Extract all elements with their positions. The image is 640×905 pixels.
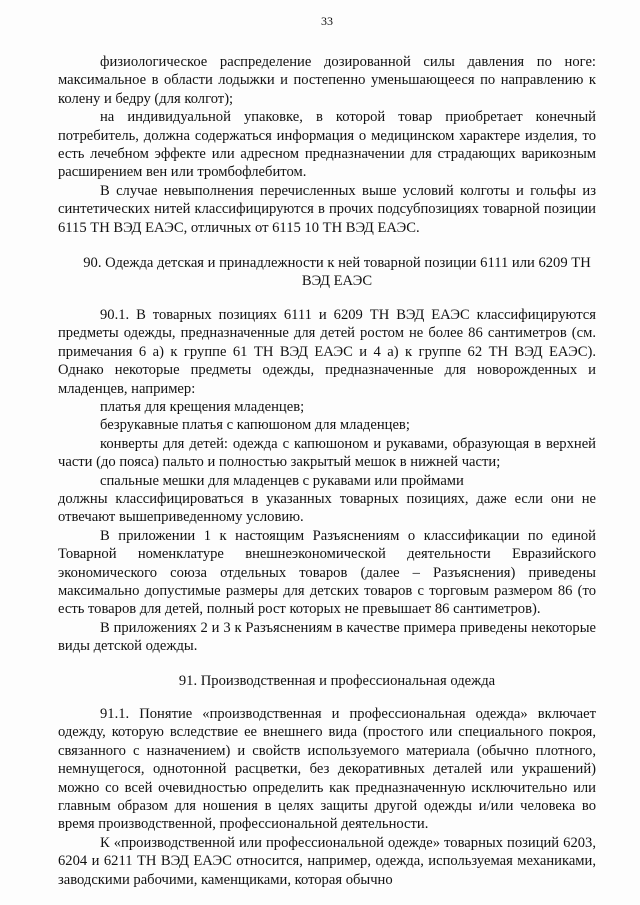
paragraph-packaging-info: на индивидуальной упаковке, в которой товар приобретает конечный потребитель, должна содержаться информация о медицинском характере изделия, то есть лечебном эффекте или адресном предназначении для страдающих варикозным расширением вен или тромбофлебитом. bbox=[58, 109, 596, 181]
paragraph-non-compliance: В случае невыполнения перечисленных выше условий колготы и гольфы из синтетических нитей классифицируются в прочих подсубпозициях товарной позиции 6115 ТН ВЭД ЕАЭС, отличных от 6115 10 ТН ВЭД ЕАЭС. bbox=[58, 182, 596, 236]
page-number: 33 bbox=[321, 14, 333, 28]
paragraph-classification-note: должны классифицироваться в указанных товарных позициях, даже если они не отвечают вышеприведенному условию. bbox=[58, 490, 596, 526]
list-item-sleeveless-dresses: безрукавные платья с капюшоном для младенцев; bbox=[100, 417, 410, 434]
section-heading-90: 90. Одежда детская и принадлежности к ней товарной позиции 6111 или 6209 ТН ВЭД ЕАЭС bbox=[83, 255, 591, 290]
list-item-sleeping-bags: спальные мешки для младенцев с рукавами или проймами bbox=[100, 472, 464, 489]
paragraph-appendices-2-3: В приложениях 2 и 3 к Разъяснениям в качестве примера приведены некоторые виды детской одежды. bbox=[58, 619, 596, 655]
paragraph-90-1: 90.1. В товарных позициях 6111 и 6209 ТН ВЭД ЕАЭС классифицируются предметы одежды, предназначенные для детей ростом не более 86 сантиметров (см. примечания 6 а) к группе 61 ТН ВЭД ЕАЭС и 4 а) к группе 62 ТН ВЭД ЕАЭС). Однако некоторые предметы одежды, предназначенные для новорожденных и младенцев, например: bbox=[58, 306, 596, 397]
paragraph-pressure-distribution: физиологическое распределение дозированной силы давления по ноге: максимальное в области лодыжки и постепенно уменьшающееся по направлению к колену и бедру (для колгот); bbox=[58, 54, 596, 107]
section-heading-91: 91. Производственная и профессиональная одежда bbox=[178, 672, 496, 689]
paragraph-appendix-1: В приложении 1 к настоящим Разъяснениям о классификации по единой Товарной номенклатуре внешнеэкономической деятельности Евразийского экономического союза отдельных товаров (далее – Разъяснения) приведены максимально допустимые размеры для детских товаров с торговым размером 86 (то есть товаров для детей, полный рост которых не превышает 86 сантиметров). bbox=[58, 527, 596, 618]
list-item-baby-envelopes: конверты для детей: одежда с капюшоном и рукавами, образующая в верхней части (до пояса) пальто и полностью закрытый мешок в нижней части; bbox=[58, 435, 596, 471]
paragraph-workwear-examples: К «производственной или профессиональной одежде» товарных позиций 6203, 6204 и 6211 ТН ВЭД ЕАЭС относится, например, одежда, используемая механиками, заводскими рабочими, каменщиками, которая обычно bbox=[58, 834, 596, 888]
paragraph-91-1: 91.1. Понятие «производственная и профессиональная одежда» включает одежду, которую вследствие ее внешнего вида (простого или специального покроя, связанного с назначением) и свойств используемого материала (обычно плотного, немнущегося, однотонной расцветки, без декоративных деталей или украшений) можно со всей очевидностью определить как предназначенную исключительно или главным образом для ношения в целях защиты другой одежды и/или человека во время производственной, профессиональной деятельности. bbox=[58, 706, 596, 833]
list-item-christening-dresses: платья для крещения младенцев; bbox=[100, 398, 305, 415]
